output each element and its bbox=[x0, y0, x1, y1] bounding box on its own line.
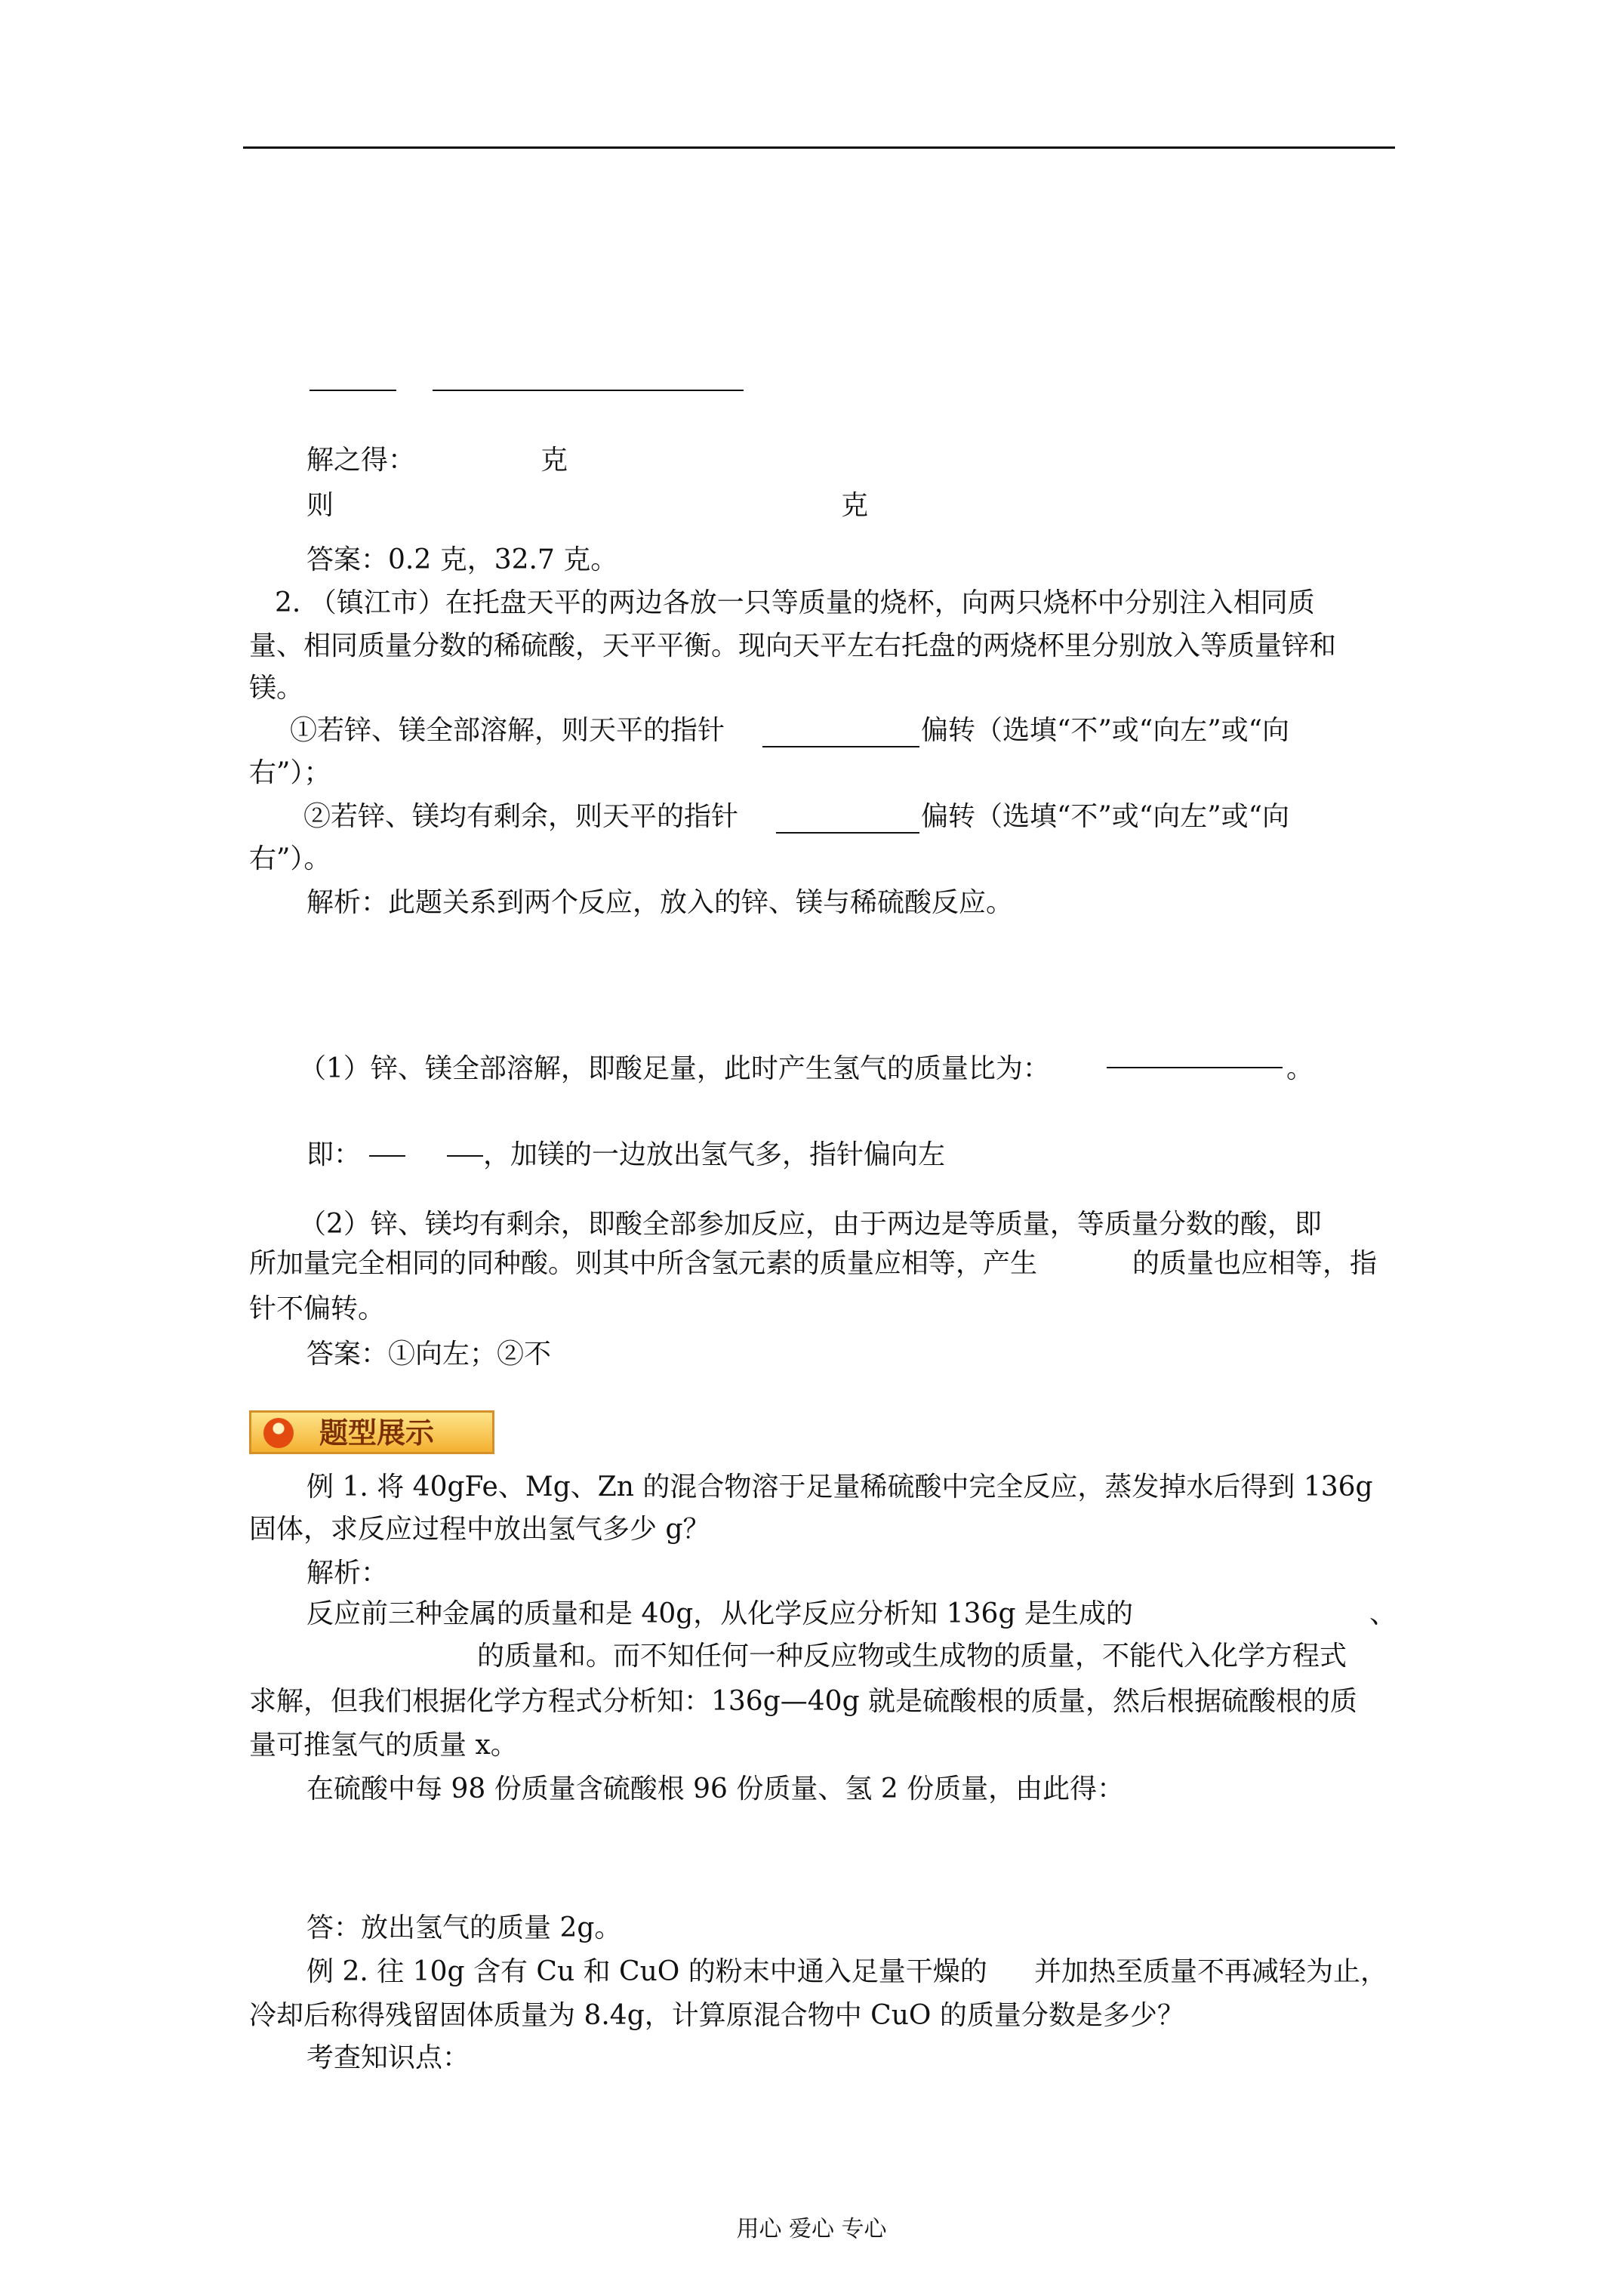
unit-gram: 克 bbox=[540, 445, 568, 476]
then-label: 则 bbox=[306, 490, 334, 521]
answer-blank bbox=[776, 832, 919, 834]
q2-option-2: ②若锌、镁均有剩余，则天平的指针 bbox=[303, 801, 739, 832]
ex1-line-1: 例 1. 将 40gFe、Mg、Zn 的混合物溶于足量稀硫酸中完全反应，蒸发掉水后得到 136g bbox=[306, 1472, 1373, 1502]
solve-label: 解之得： bbox=[306, 445, 416, 476]
ex2-line-1a: 例 2. 往 10g 含有 Cu 和 CuO 的粉末中通入足量干燥的 bbox=[306, 1956, 987, 1987]
answer-blank bbox=[762, 746, 919, 747]
ex2-knowledge-point: 考查知识点： bbox=[306, 2042, 470, 2073]
q2-ji-label: 即： bbox=[306, 1139, 362, 1170]
fraction-line bbox=[310, 390, 396, 391]
unit-gram: 克 bbox=[841, 490, 869, 521]
fraction-line bbox=[433, 390, 744, 391]
q2-part-2-line-2a: 所加量完全相同的同种酸。则其中所含氢元素的质量应相等，产生 bbox=[249, 1248, 1038, 1279]
ex1-para-4: 量可推氢气的质量 x。 bbox=[249, 1730, 518, 1761]
fraction-line bbox=[369, 1155, 405, 1157]
section-title: 题型展示 bbox=[319, 1416, 435, 1450]
answer-1: 答案：0.2 克，32.7 克。 bbox=[306, 544, 618, 575]
ex1-line-2: 固体，求反应过程中放出氢气多少 g？ bbox=[249, 1514, 710, 1545]
q2-answer: 答案：①向左；②不 bbox=[306, 1339, 552, 1370]
q2-part-1-end: 。 bbox=[1286, 1053, 1314, 1084]
circle-icon bbox=[263, 1418, 294, 1448]
page-footer: 用心 爱心 专心 bbox=[736, 2216, 887, 2242]
ex1-para-1b: 、 bbox=[1369, 1598, 1397, 1629]
fraction-line bbox=[447, 1155, 483, 1157]
ex1-para-3: 求解，但我们根据化学方程式分析知：136g—40g 就是硫酸根的质量，然后根据硫酸根的质 bbox=[249, 1686, 1358, 1717]
ex1-analysis: 解析： bbox=[306, 1558, 389, 1589]
ex1-para-5: 在硫酸中每 98 份质量含硫酸根 96 份质量、氢 2 份质量，由此得： bbox=[306, 1774, 1125, 1804]
ratio-blank bbox=[1107, 1067, 1283, 1068]
q2-part-2-line-2b: 的质量也应相等，指 bbox=[1132, 1248, 1378, 1279]
q2-option-2-choices: 偏转（选填“不”或“向左”或“向 bbox=[921, 801, 1290, 832]
q2-line-1: 2. （镇江市）在托盘天平的两边各放一只等质量的烧杯，向两只烧杯中分别注入相同质 bbox=[275, 587, 1315, 618]
q2-part-2-line-1: （2）锌、镁均有剩余，即酸全部参加反应，由于两边是等质量，等质量分数的酸，即 bbox=[299, 1209, 1322, 1240]
q2-option-1: ①若锌、镁全部溶解，则天平的指针 bbox=[290, 715, 725, 746]
section-badge bbox=[249, 1410, 494, 1454]
ex2-line-1b: 并加热至质量不再减轻为止， bbox=[1034, 1956, 1388, 1987]
q2-part-1: （1）锌、镁全部溶解，即酸足量，此时产生氢气的质量比为： bbox=[299, 1053, 1050, 1084]
header-rule bbox=[243, 146, 1395, 149]
q2-analysis: 解析：此题关系到两个反应，放入的锌、镁与稀硫酸反应。 bbox=[306, 887, 1014, 918]
q2-option-2-end: 右”）。 bbox=[249, 843, 331, 874]
q2-ji-text: ，加镁的一边放出氢气多，指针偏向左 bbox=[483, 1139, 946, 1170]
ex1-para-2: 的质量和。而不知任何一种反应物或生成物的质量，不能代入化学方程式 bbox=[477, 1641, 1347, 1672]
ex1-answer: 答：放出氢气的质量 2g。 bbox=[306, 1912, 622, 1943]
q2-option-1-choices: 偏转（选填“不”或“向左”或“向 bbox=[921, 715, 1290, 746]
q2-option-1-end: 右”）； bbox=[249, 757, 331, 788]
ex1-para-1a: 反应前三种金属的质量和是 40g，从化学反应分析知 136g 是生成的 bbox=[306, 1598, 1133, 1629]
q2-part-2-line-3: 针不偏转。 bbox=[249, 1293, 386, 1324]
q2-line-3: 镁。 bbox=[249, 673, 304, 704]
q2-line-2: 量、相同质量分数的稀硫酸，天平平衡。现向天平左右托盘的两烧杯里分别放入等质量锌和 bbox=[249, 630, 1337, 661]
ex2-line-2: 冷却后称得残留固体质量为 8.4g，计算原混合物中 CuO 的质量分数是多少？ bbox=[249, 2000, 1184, 2031]
